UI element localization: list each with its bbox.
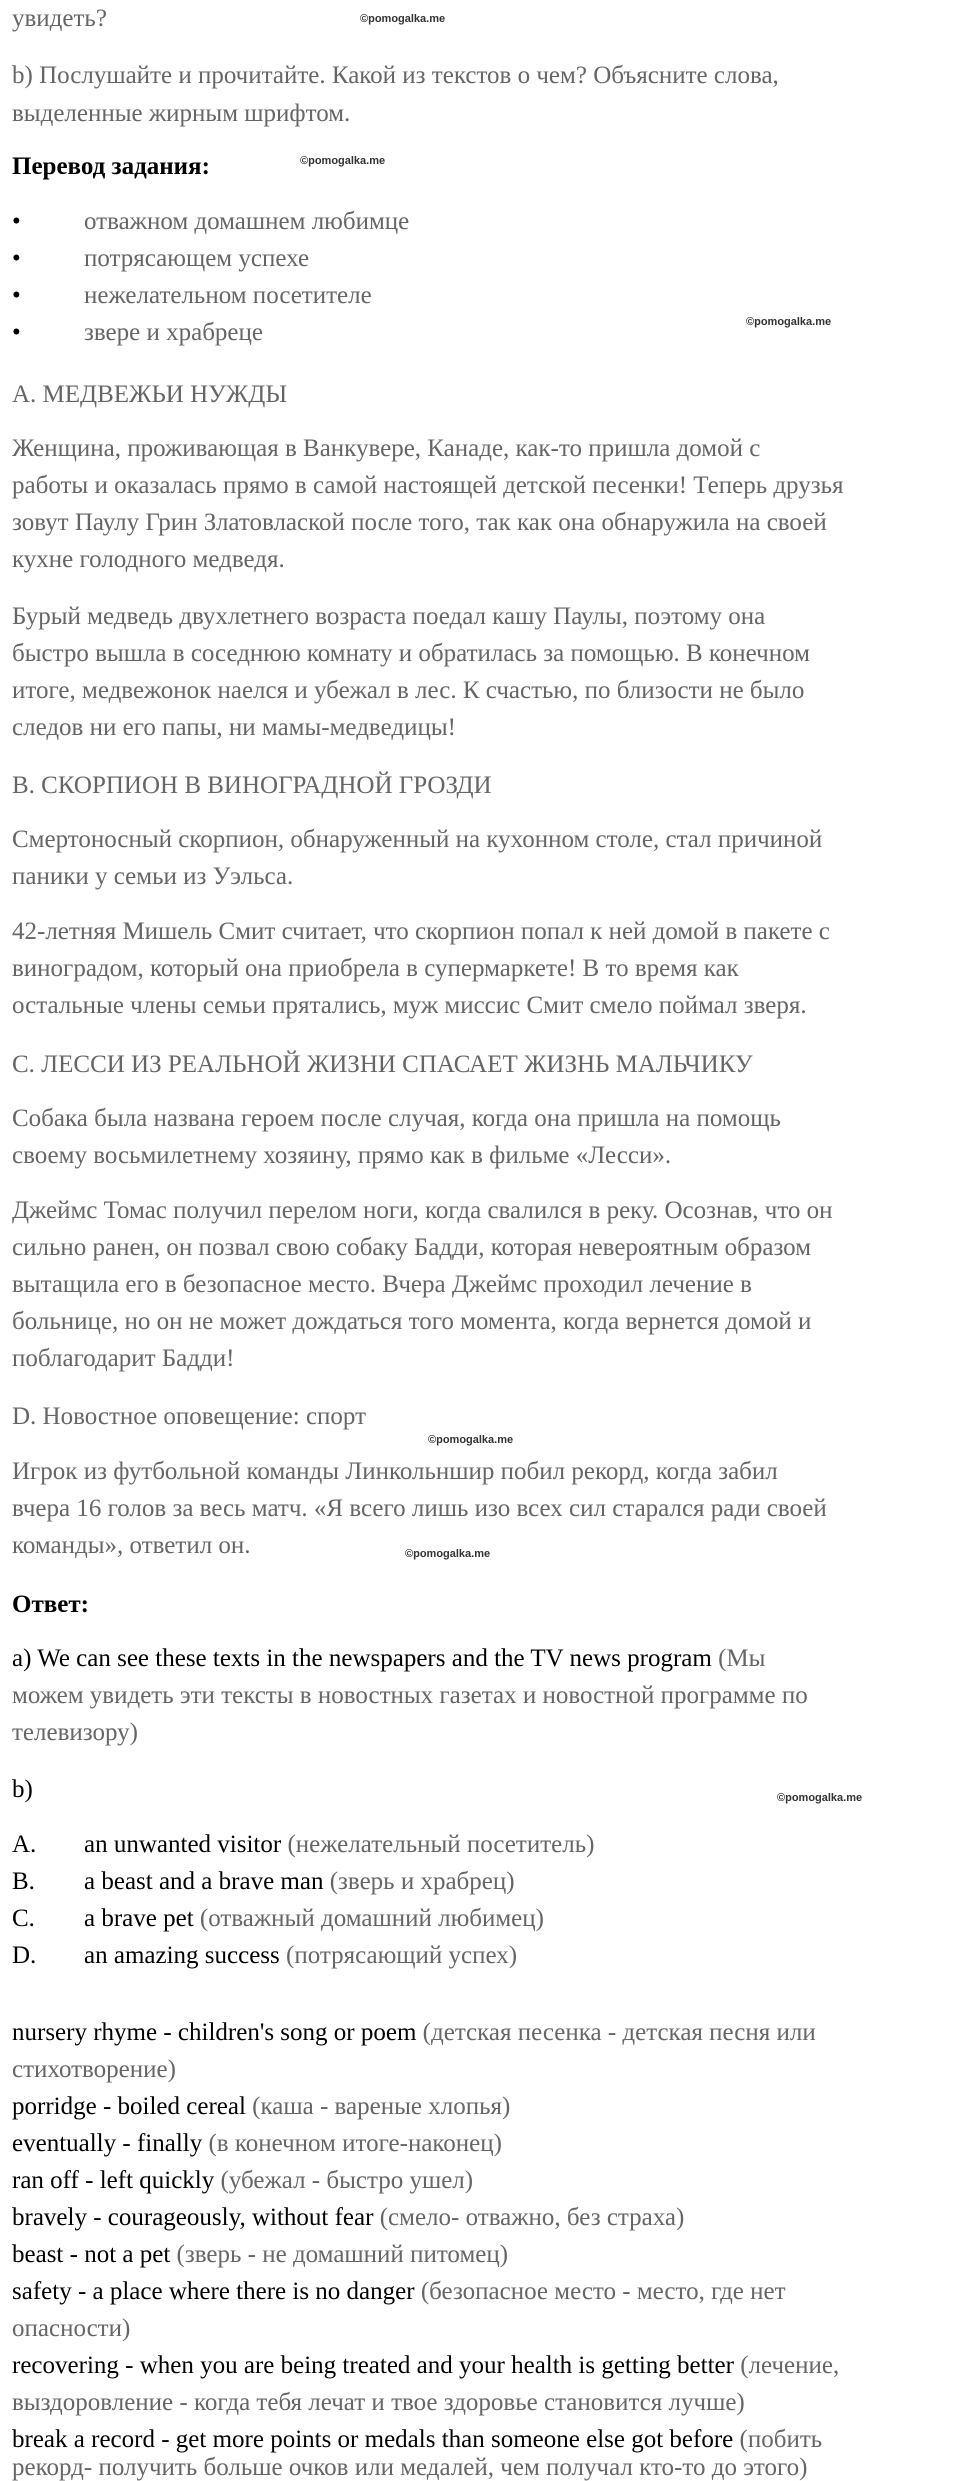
story-c-p2-line: сильно ранен, он позвал свою собаку Бадди, которая невероятным образом xyxy=(12,1234,812,1261)
vocab-item xyxy=(12,2162,473,2199)
bullet-glyph: • xyxy=(12,282,21,309)
answer-b-label: b) xyxy=(12,1776,33,1803)
match-letter: A. xyxy=(12,1831,37,1858)
watermark: ©pomogalka.me xyxy=(405,1548,491,1560)
story-a-p1-line: кухне голодного медведя. xyxy=(12,546,285,573)
vocab-ru: (каша - вареные хлопья) xyxy=(245,2093,511,2120)
match-en: a brave pet xyxy=(84,1905,194,1932)
match-letter: C. xyxy=(12,1905,35,1932)
answer-heading: Ответ: xyxy=(12,1591,89,1618)
watermark: ©pomogalka.me xyxy=(777,1792,863,1804)
vocab-item xyxy=(12,2088,510,2125)
story-a-title: A. МЕДВЕЖЬИ НУЖДЫ xyxy=(12,381,288,408)
story-d-p1-line: команды», ответил он. xyxy=(12,1532,251,1559)
story-d-p1-line: Игрок из футбольной команды Линкольншир побил рекорд, когда забил xyxy=(12,1458,778,1485)
vocab-en: eventually - finally xyxy=(12,2130,203,2157)
bullet-glyph: • xyxy=(12,319,21,346)
vocab-en: beast - not a pet xyxy=(12,2241,171,2268)
story-c-p2-line: больнице, но он не может дождаться того момента, когда вернется домой и xyxy=(12,1308,812,1335)
answer-a-line-3: телевизору) xyxy=(12,1719,139,1746)
story-a-p1-line: зовут Паулу Грин Златовлаской после того, так как она обнаружила на своей xyxy=(12,509,827,536)
vocab-ru: (побить xyxy=(733,2426,823,2453)
match-ru: (нежелательный посетитель) xyxy=(281,1831,595,1858)
match-ru: (отважный домашний любимец) xyxy=(193,1905,544,1932)
story-b-p1-line: паники у семьи из Уэльса. xyxy=(12,863,294,890)
match-ru: (потрясающий успех) xyxy=(279,1942,518,1969)
vocab-item xyxy=(12,2236,508,2273)
bullet-text: отважном домашнем любимце xyxy=(84,208,410,235)
vocab-en: nursery rhyme - children's song or poem xyxy=(12,2019,417,2046)
story-a-p2-line: быстро вышла в соседнюю комнату и обратилась за помощью. В конечном xyxy=(12,640,810,667)
vocab-item-continued: стихотворение) xyxy=(12,2056,176,2083)
vocab-item xyxy=(12,2347,839,2384)
story-a-p2-line: итоге, медвежонок наелся и убежал в лес. К счастью, по близости не было xyxy=(12,677,805,704)
answer-a-line-1 xyxy=(12,1640,765,1677)
vocab-en: break a record - get more points or medals than someone else got before xyxy=(12,2426,734,2453)
vocab-ru: (в конечном итоге-наконец) xyxy=(202,2130,502,2157)
story-c-p1-line: своему восьмилетнему хозяину, прямо как в фильме «Лесси». xyxy=(12,1142,672,1169)
story-a-p2-line: Бурый медведь двухлетнего возраста поедал кашу Паулы, поэтому она xyxy=(12,603,766,630)
story-b-p1-line: Смертоносный скорпион, обнаруженный на кухонном столе, стал причиной xyxy=(12,826,823,853)
watermark: ©pomogalka.me xyxy=(360,13,446,25)
story-c-p1-line: Собака была названа героем после случая, когда она пришла на помощь xyxy=(12,1105,781,1132)
vocab-item xyxy=(12,2125,502,2162)
match-letter: B. xyxy=(12,1868,35,1895)
story-c-title: C. ЛЕССИ ИЗ РЕАЛЬНОЙ ЖИЗНИ СПАСАЕТ ЖИЗНЬ МАЛЬЧИКУ xyxy=(12,1051,753,1078)
answer-a-en: a) We can see these texts in the newspapers and the TV news program xyxy=(12,1645,712,1672)
story-c-p2-line: поблагодарит Бадди! xyxy=(12,1345,235,1372)
story-b-p2-line: 42-летняя Мишель Смит считает, что скорпион попал к ней домой в пакете с xyxy=(12,918,830,945)
vocab-item xyxy=(12,2199,684,2236)
intro-line: увидеть? xyxy=(12,5,107,32)
vocab-item xyxy=(12,2014,816,2051)
task-b-line-1: b) Послушайте и прочитайте. Какой из текстов о чем? Объясните слова, xyxy=(12,62,779,89)
story-b-p2-line: остальные члены семьи прятались, муж миссис Смит смело поймал зверя. xyxy=(12,992,807,1019)
match-letter: D. xyxy=(12,1942,37,1969)
bullet-text: нежелательном посетителе xyxy=(84,282,372,309)
vocab-en: recovering - when you are being treated and your health is getting better xyxy=(12,2352,734,2379)
vocab-en: safety - a place where there is no danger xyxy=(12,2278,415,2305)
bullet-text: потрясающем успехе xyxy=(84,245,310,272)
task-b-line-2: выделенные жирным шрифтом. xyxy=(12,100,351,127)
vocab-en: porridge - boiled cereal xyxy=(12,2093,246,2120)
story-b-title: B. СКОРПИОН В ВИНОГРАДНОЙ ГРОЗДИ xyxy=(12,772,492,799)
answer-a-line-2: можем увидеть эти тексты в новостных газетах и новостной программе по xyxy=(12,1682,808,1709)
match-ru: (зверь и храбрец) xyxy=(323,1868,515,1895)
story-a-p2-line: следов ни его папы, ни мамы-медведицы! xyxy=(12,714,456,741)
watermark: ©pomogalka.me xyxy=(428,1434,514,1446)
match-en: an amazing success xyxy=(84,1942,280,1969)
vocab-ru: (детская песенка - детская песня или xyxy=(416,2019,816,2046)
vocab-item xyxy=(12,2421,822,2458)
vocab-ru: (зверь - не домашний питомец) xyxy=(170,2241,509,2268)
vocab-ru: (безопасное место - место, где нет xyxy=(414,2278,786,2305)
story-a-p1-line: работы и оказалась прямо в самой настоящей детской песенки! Теперь друзья xyxy=(12,472,844,499)
vocab-item-continued: рекорд- получить больше очков или медалей, чем получал кто-то до этого) xyxy=(12,2454,808,2481)
bullet-glyph: • xyxy=(12,208,21,235)
translation-heading: Перевод задания: xyxy=(12,153,210,180)
vocab-ru: (смело- отважно, без страха) xyxy=(373,2204,685,2231)
story-b-p2-line: виноградом, который она приобрела в супермаркете! В то время как xyxy=(12,955,739,982)
story-a-p1-line: Женщина, проживающая в Ванкувере, Канаде, как-то пришла домой с xyxy=(12,435,761,462)
vocab-item-continued: опасности) xyxy=(12,2315,131,2342)
vocab-ru: (лечение, xyxy=(733,2352,840,2379)
answer-a-ru: (Мы xyxy=(711,1645,766,1672)
story-c-p2-line: вытащила его в безопасное место. Вчера Джеймс проходил лечение в xyxy=(12,1271,752,1298)
story-d-p1-line: вчера 16 голов за весь матч. «Я всего лишь изо всех сил старался ради своей xyxy=(12,1495,827,1522)
watermark: ©pomogalka.me xyxy=(746,316,832,328)
watermark: ©pomogalka.me xyxy=(300,155,386,167)
story-d-title: D. Новостное оповещение: спорт xyxy=(12,1403,367,1430)
vocab-en: ran off - left quickly xyxy=(12,2167,215,2194)
bullet-text: звере и храбреце xyxy=(84,319,263,346)
story-c-p2-line: Джеймс Томас получил перелом ноги, когда свалился в реку. Осознав, что он xyxy=(12,1197,833,1224)
bullet-glyph: • xyxy=(12,245,21,272)
vocab-item-continued: выздоровление - когда тебя лечат и твое здоровье становится лучше) xyxy=(12,2389,745,2416)
match-en: a beast and a brave man xyxy=(84,1868,324,1895)
vocab-item xyxy=(12,2273,786,2310)
vocab-ru: (убежал - быстро ушел) xyxy=(214,2167,474,2194)
match-en: an unwanted visitor xyxy=(84,1831,282,1858)
vocab-en: bravely - courageously, without fear xyxy=(12,2204,374,2231)
